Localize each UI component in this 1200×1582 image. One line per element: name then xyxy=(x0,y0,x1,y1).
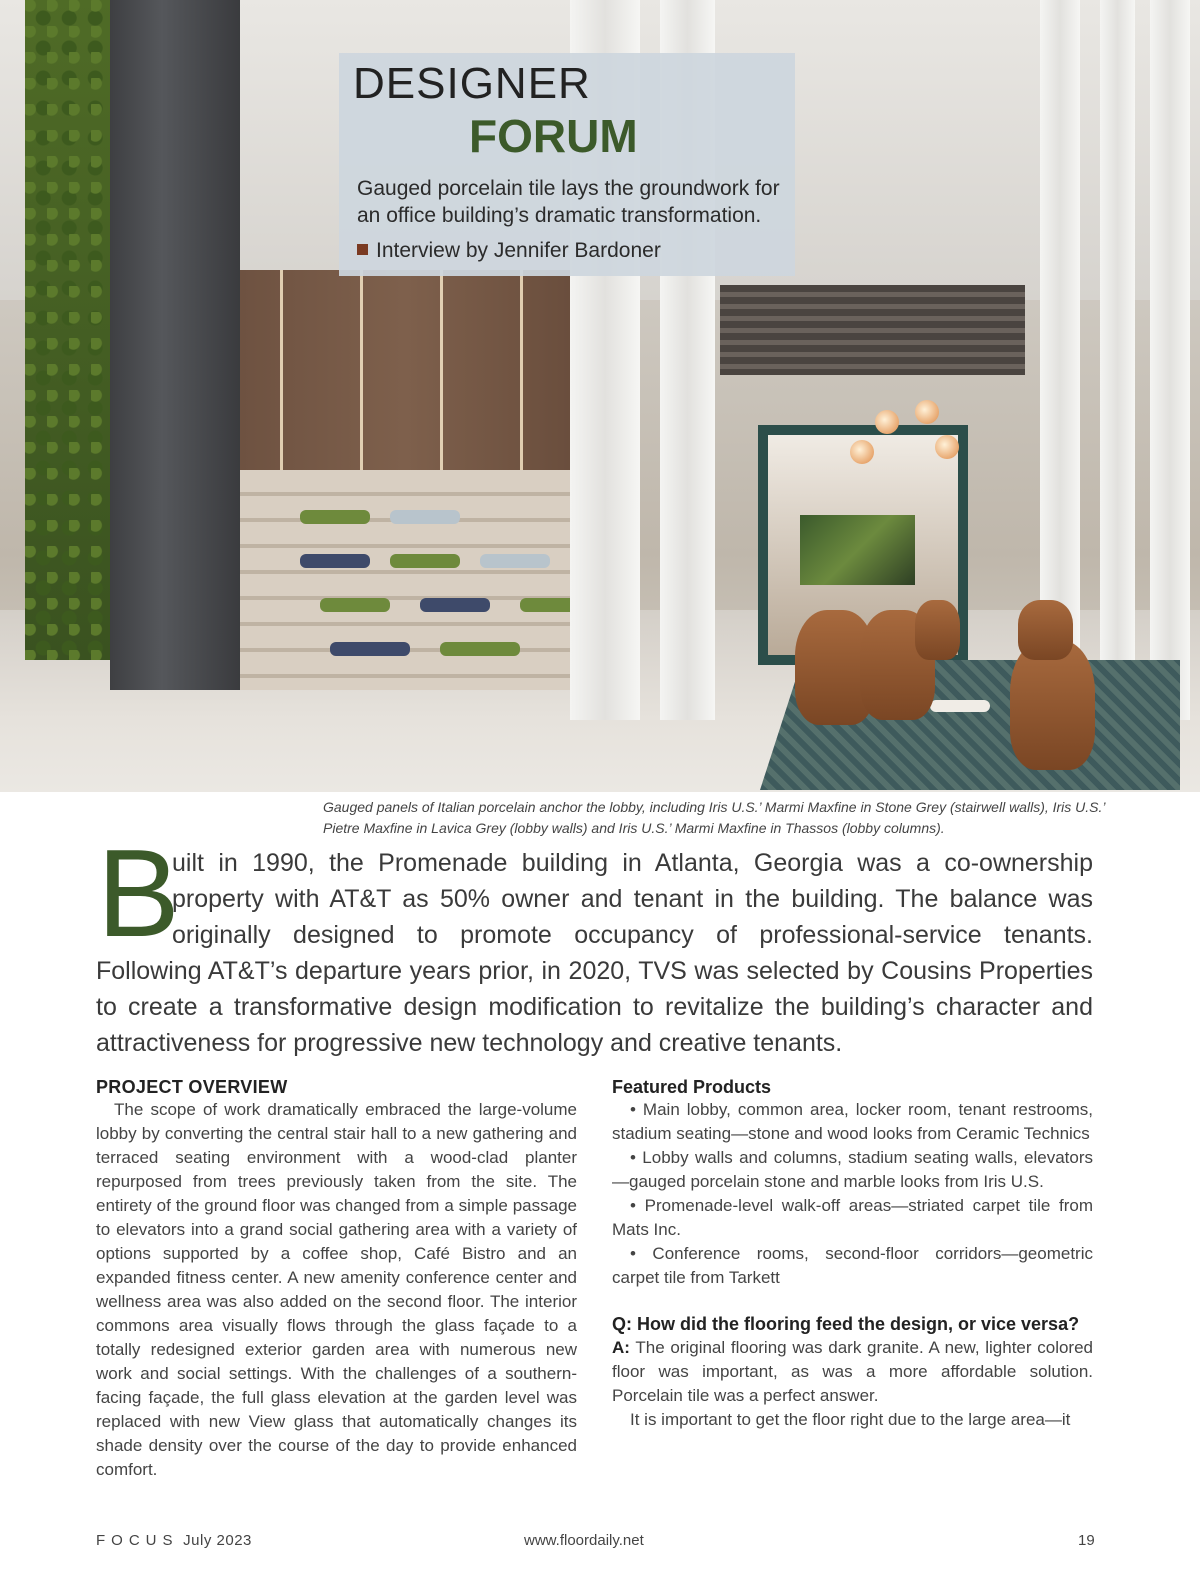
photo-side-table xyxy=(930,700,990,712)
qa-continued: It is important to get the floor right due to the large area—it xyxy=(630,1410,1071,1429)
footer-publication xyxy=(96,1532,252,1549)
photo-pendant-lamp xyxy=(875,410,899,434)
featured-product-item: • Main lobby, common area, locker room, tenant restrooms, stadium seating—stone and wood looks from Ceramic Technics xyxy=(612,1100,1093,1143)
photo-lounge-chair xyxy=(915,600,960,660)
photo-caption: Gauged panels of Italian porcelain anchor the lobby, including Iris U.S.’ Marmi Maxfine in Stone Grey (stairwell walls), Iris U.S.’ Pietre Maxfine in Lavica Grey (lobby walls) and Iris U.S.’ Marmi Maxfine in Thassos (lobby columns). xyxy=(323,799,1105,836)
footer-magazine-name: FOCUS xyxy=(96,1532,179,1549)
footer-website[interactable]: www.floordaily.net xyxy=(524,1532,644,1549)
qa-answer-text: The original flooring was dark granite. A new, lighter colored floor was important, as was a more affordable solution. Porcelain tile was a perfect answer. xyxy=(612,1338,1093,1405)
featured-products-heading: Featured Products xyxy=(612,1077,772,1097)
footer-issue: July 2023 xyxy=(183,1532,252,1549)
photo-pendant-lamp xyxy=(915,400,939,424)
left-column xyxy=(96,1076,577,1482)
title-box xyxy=(339,53,795,276)
photo-wood-canopy xyxy=(720,285,1025,375)
project-overview-body: The scope of work dramatically embraced the large-volume lobby by converting the central stair hall to a new gathering and terraced seating environment with a wood-clad planter repurposed from trees previously taken from the site. The entirety of the ground floor was changed from a simple passage to elevators into a grand social gathering area with a variety of options supported by a coffee shop, Café Bistro and an expanded fitness center. A new amenity conference center and wellness area was also added on the second floor. The interior commons area visually flows through the glass façade to a totally redesigned exterior garden area with numerous new work and social settings. With the challenges of a southern-facing façade, the full glass elevation at the garden level was replaced with new View glass that automatically changes its shade density over the course of the day to provide enhanced comfort. xyxy=(96,1100,577,1479)
qa-answer xyxy=(612,1336,1093,1408)
qa-answer-label: A: xyxy=(612,1338,630,1357)
drop-cap: B xyxy=(97,825,180,963)
article-deck: Gauged porcelain tile lays the groundwork for an office building’s dramatic transformation. xyxy=(357,177,780,227)
section-title: FORUM xyxy=(469,110,638,162)
featured-product-item: • Conference rooms, second-floor corridors—geometric carpet tile from Tarkett xyxy=(612,1244,1093,1287)
photo-column xyxy=(1150,0,1190,720)
page-number: 19 xyxy=(1078,1532,1095,1549)
byline-text: Interview by Jennifer Bardoner xyxy=(376,239,661,262)
section-kicker: DESIGNER xyxy=(353,59,591,108)
photo-screen xyxy=(800,515,915,585)
featured-product-item: • Lobby walls and columns, stadium seating walls, elevators—gauged porcelain stone and marble looks from Iris U.S. xyxy=(612,1148,1093,1191)
project-overview-heading: PROJECT OVERVIEW xyxy=(96,1077,288,1097)
byline-bullet-icon xyxy=(357,244,368,255)
photo-lounge-chair xyxy=(1018,600,1073,660)
photo-terraced-stairs xyxy=(240,470,620,690)
featured-product-item: • Promenade-level walk-off areas—striated carpet tile from Mats Inc. xyxy=(612,1196,1093,1239)
photo-column xyxy=(1100,0,1135,720)
photo-pendant-lamp xyxy=(935,435,959,459)
photo-pendant-lamp xyxy=(850,440,874,464)
right-column xyxy=(612,1076,1093,1432)
lead-paragraph xyxy=(96,845,1093,1061)
byline xyxy=(357,239,661,263)
photo-green-wall xyxy=(25,0,110,660)
qa-question: Q: How did the flooring feed the design, or vice versa? xyxy=(612,1314,1080,1334)
lead-text: uilt in 1990, the Promenade building in Atlanta, Georgia was a co-ownership property with AT&T as 50% owner and tenant in the building. The balance was originally designed to promote occupancy of professional-service tenants. Following AT&T’s departure years prior, in 2020, TVS was selected by Cousins Properties to create a transformative design modification to revitalize the building’s character and attractiveness for progressive new technology and creative tenants. xyxy=(96,849,1093,1057)
photo-dark-pillar xyxy=(110,0,240,690)
